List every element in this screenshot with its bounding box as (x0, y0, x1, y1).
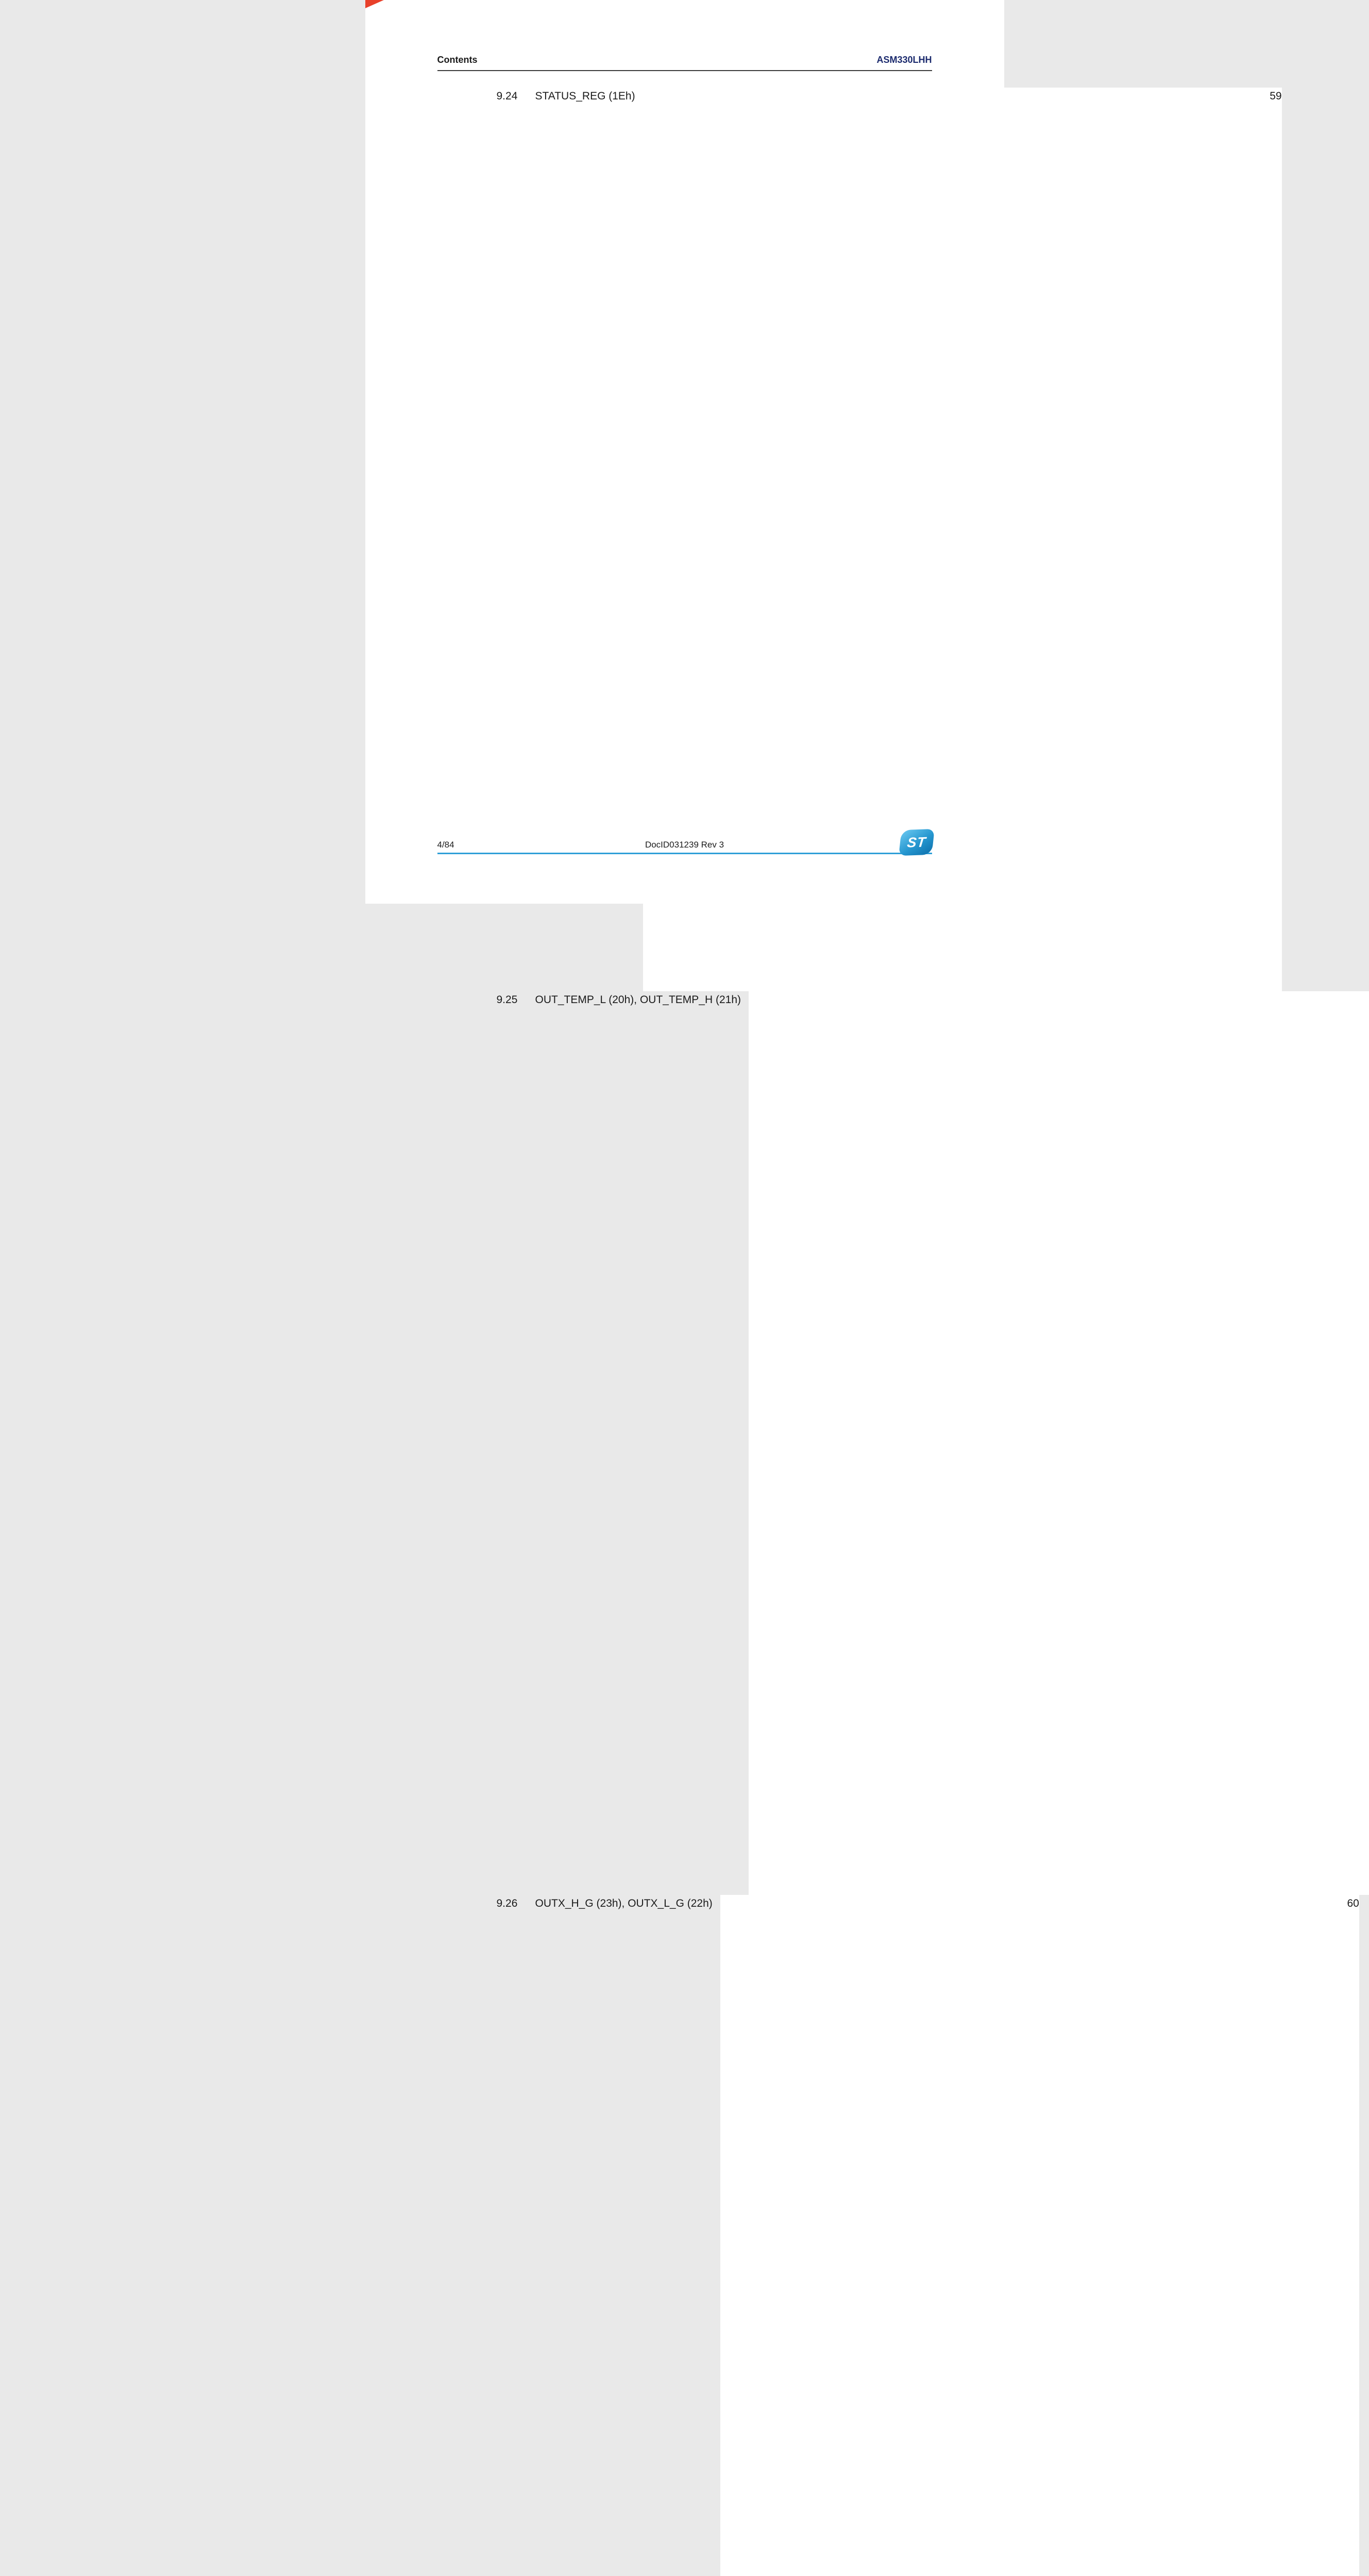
page-header (437, 55, 932, 71)
toc-list (437, 88, 1359, 2576)
toc-entry-page: 60 (720, 1895, 1359, 2576)
document-page (365, 0, 1359, 1909)
toc-entry[interactable] (437, 991, 932, 1895)
toc-entry-title: STATUS_REG (1Eh) (535, 90, 635, 102)
header-section-title: Contents (437, 55, 478, 65)
footer-page-number: 4/84 (437, 840, 454, 850)
header-doc-title: ASM330LHH (876, 55, 932, 65)
toc-entry[interactable] (437, 1895, 1359, 2576)
toc-entry-number: 9.26 (496, 1897, 518, 1909)
corner-mark (365, 0, 384, 8)
footer-doc-id: DocID031239 Rev 3 (645, 840, 724, 850)
toc-entry-page (749, 991, 1369, 1895)
st-logo-icon (899, 829, 935, 856)
page-footer (437, 834, 932, 868)
toc-entry-page: 59 (643, 88, 1282, 991)
st-logo-text: ST (906, 834, 927, 851)
toc-entry-title: OUT_TEMP_L (20h), OUT_TEMP_H (21h) (535, 994, 741, 1006)
toc-entry-number: 9.25 (496, 994, 518, 1006)
toc-entry-title: OUTX_H_G (23h), OUTX_L_G (22h) (535, 1897, 713, 1909)
footer-rule (437, 853, 932, 854)
toc-entry-number: 9.24 (496, 90, 518, 102)
